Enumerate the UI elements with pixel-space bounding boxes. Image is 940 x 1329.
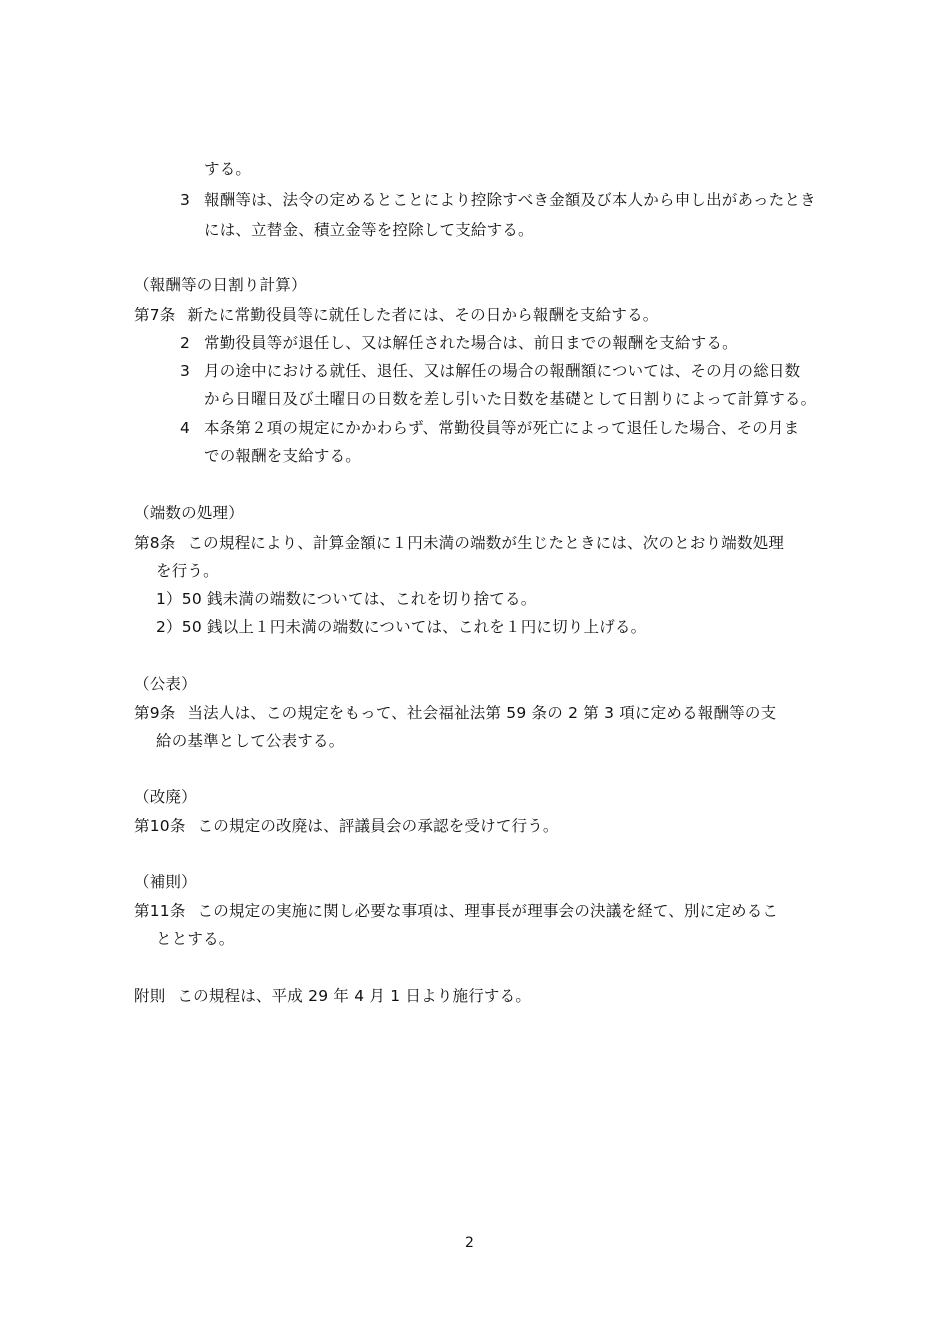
article-10-paragraph-1 — [134, 816, 559, 836]
paragraph-number: 2 — [180, 334, 191, 352]
article-9-paragraph-1-line-2: 給の基準として公表する。 — [156, 732, 345, 750]
supplementary-label: 附則 — [134, 987, 166, 1005]
article-7-paragraph-4-line-2: での報酬を支給する。 — [204, 447, 362, 465]
paragraph-text: この規定の改廃は、評議員会の承認を受けて行う。 — [197, 817, 559, 835]
paragraph-number: 3 — [180, 191, 191, 209]
paragraph-number: 4 — [180, 419, 191, 437]
supplementary-provision — [134, 986, 531, 1006]
article-11-paragraph-1 — [134, 901, 778, 921]
paragraph-text: 月の途中における就任、退任、又は解任の場合の報酬額については、その月の総日数 — [204, 362, 801, 380]
supplementary-text: この規程は、平成 29 年 4 月 1 日より施行する。 — [177, 987, 532, 1005]
article-9-paragraph-1 — [134, 703, 776, 723]
article-7-paragraph-3 — [180, 361, 800, 381]
article-label: 第7条 — [134, 306, 176, 324]
paragraph-number: 3 — [180, 362, 191, 380]
article-7-paragraph-4 — [180, 418, 799, 438]
article-6-continuation: する。 — [204, 160, 252, 178]
paragraph-text: 常勤役員等が退任し、又は解任された場合は、前日までの報酬を支給する。 — [204, 334, 738, 352]
article-7-paragraph-2 — [180, 333, 738, 353]
article-label: 第8条 — [134, 534, 176, 552]
page-number: 2 — [465, 1235, 474, 1251]
article-6-paragraph-3 — [180, 190, 816, 210]
article-label: 第10条 — [134, 817, 186, 835]
article-11-paragraph-1-line-2: ととする。 — [156, 930, 235, 948]
article-8-paragraph-1-line-2: を行う。 — [156, 562, 219, 580]
article-8-item-1: 1）50 銭未満の端数については、これを切り捨てる。 — [156, 590, 537, 608]
paragraph-text: 報酬等は、法令の定めるとことにより控除すべき金額及び本人から申し出があったとき — [204, 191, 816, 209]
article-7-heading: （報酬等の日割り計算） — [134, 276, 307, 294]
paragraph-text: 当法人は、この規定をもって、社会福祉法第 59 条の 2 第 3 項に定める報酬等の支 — [187, 704, 777, 722]
article-7-paragraph-3-line-2: から日曜日及び土曜日の日数を差し引いた日数を基礎として日割りによって計算する。 — [204, 390, 817, 408]
paragraph-text: この規程により、計算金額に１円未満の端数が生じたときには、次のとおり端数処理 — [187, 534, 785, 552]
article-6-paragraph-3-line-2: には、立替金、積立金等を控除して支給する。 — [204, 221, 534, 239]
article-8-paragraph-1 — [134, 533, 784, 553]
article-10-heading: （改廃） — [134, 788, 197, 806]
article-8-item-2: 2）50 銭以上１円未満の端数については、これを１円に切り上げる。 — [156, 618, 647, 636]
paragraph-text: 本条第２項の規定にかかわらず、常勤役員等が死亡によって退任した場合、その月ま — [204, 419, 800, 437]
article-label: 第9条 — [134, 704, 176, 722]
article-8-heading: （端数の処理） — [134, 504, 244, 522]
paragraph-text: 新たに常勤役員等に就任した者には、その日から報酬を支給する。 — [187, 306, 659, 324]
paragraph-text: この規定の実施に関し必要な事項は、理事長が理事会の決議を経て、別に定めるこ — [197, 902, 779, 920]
article-9-heading: （公表） — [134, 675, 197, 693]
article-11-heading: （補則） — [134, 873, 197, 891]
article-label: 第11条 — [134, 902, 186, 920]
article-7-paragraph-1 — [134, 305, 658, 325]
